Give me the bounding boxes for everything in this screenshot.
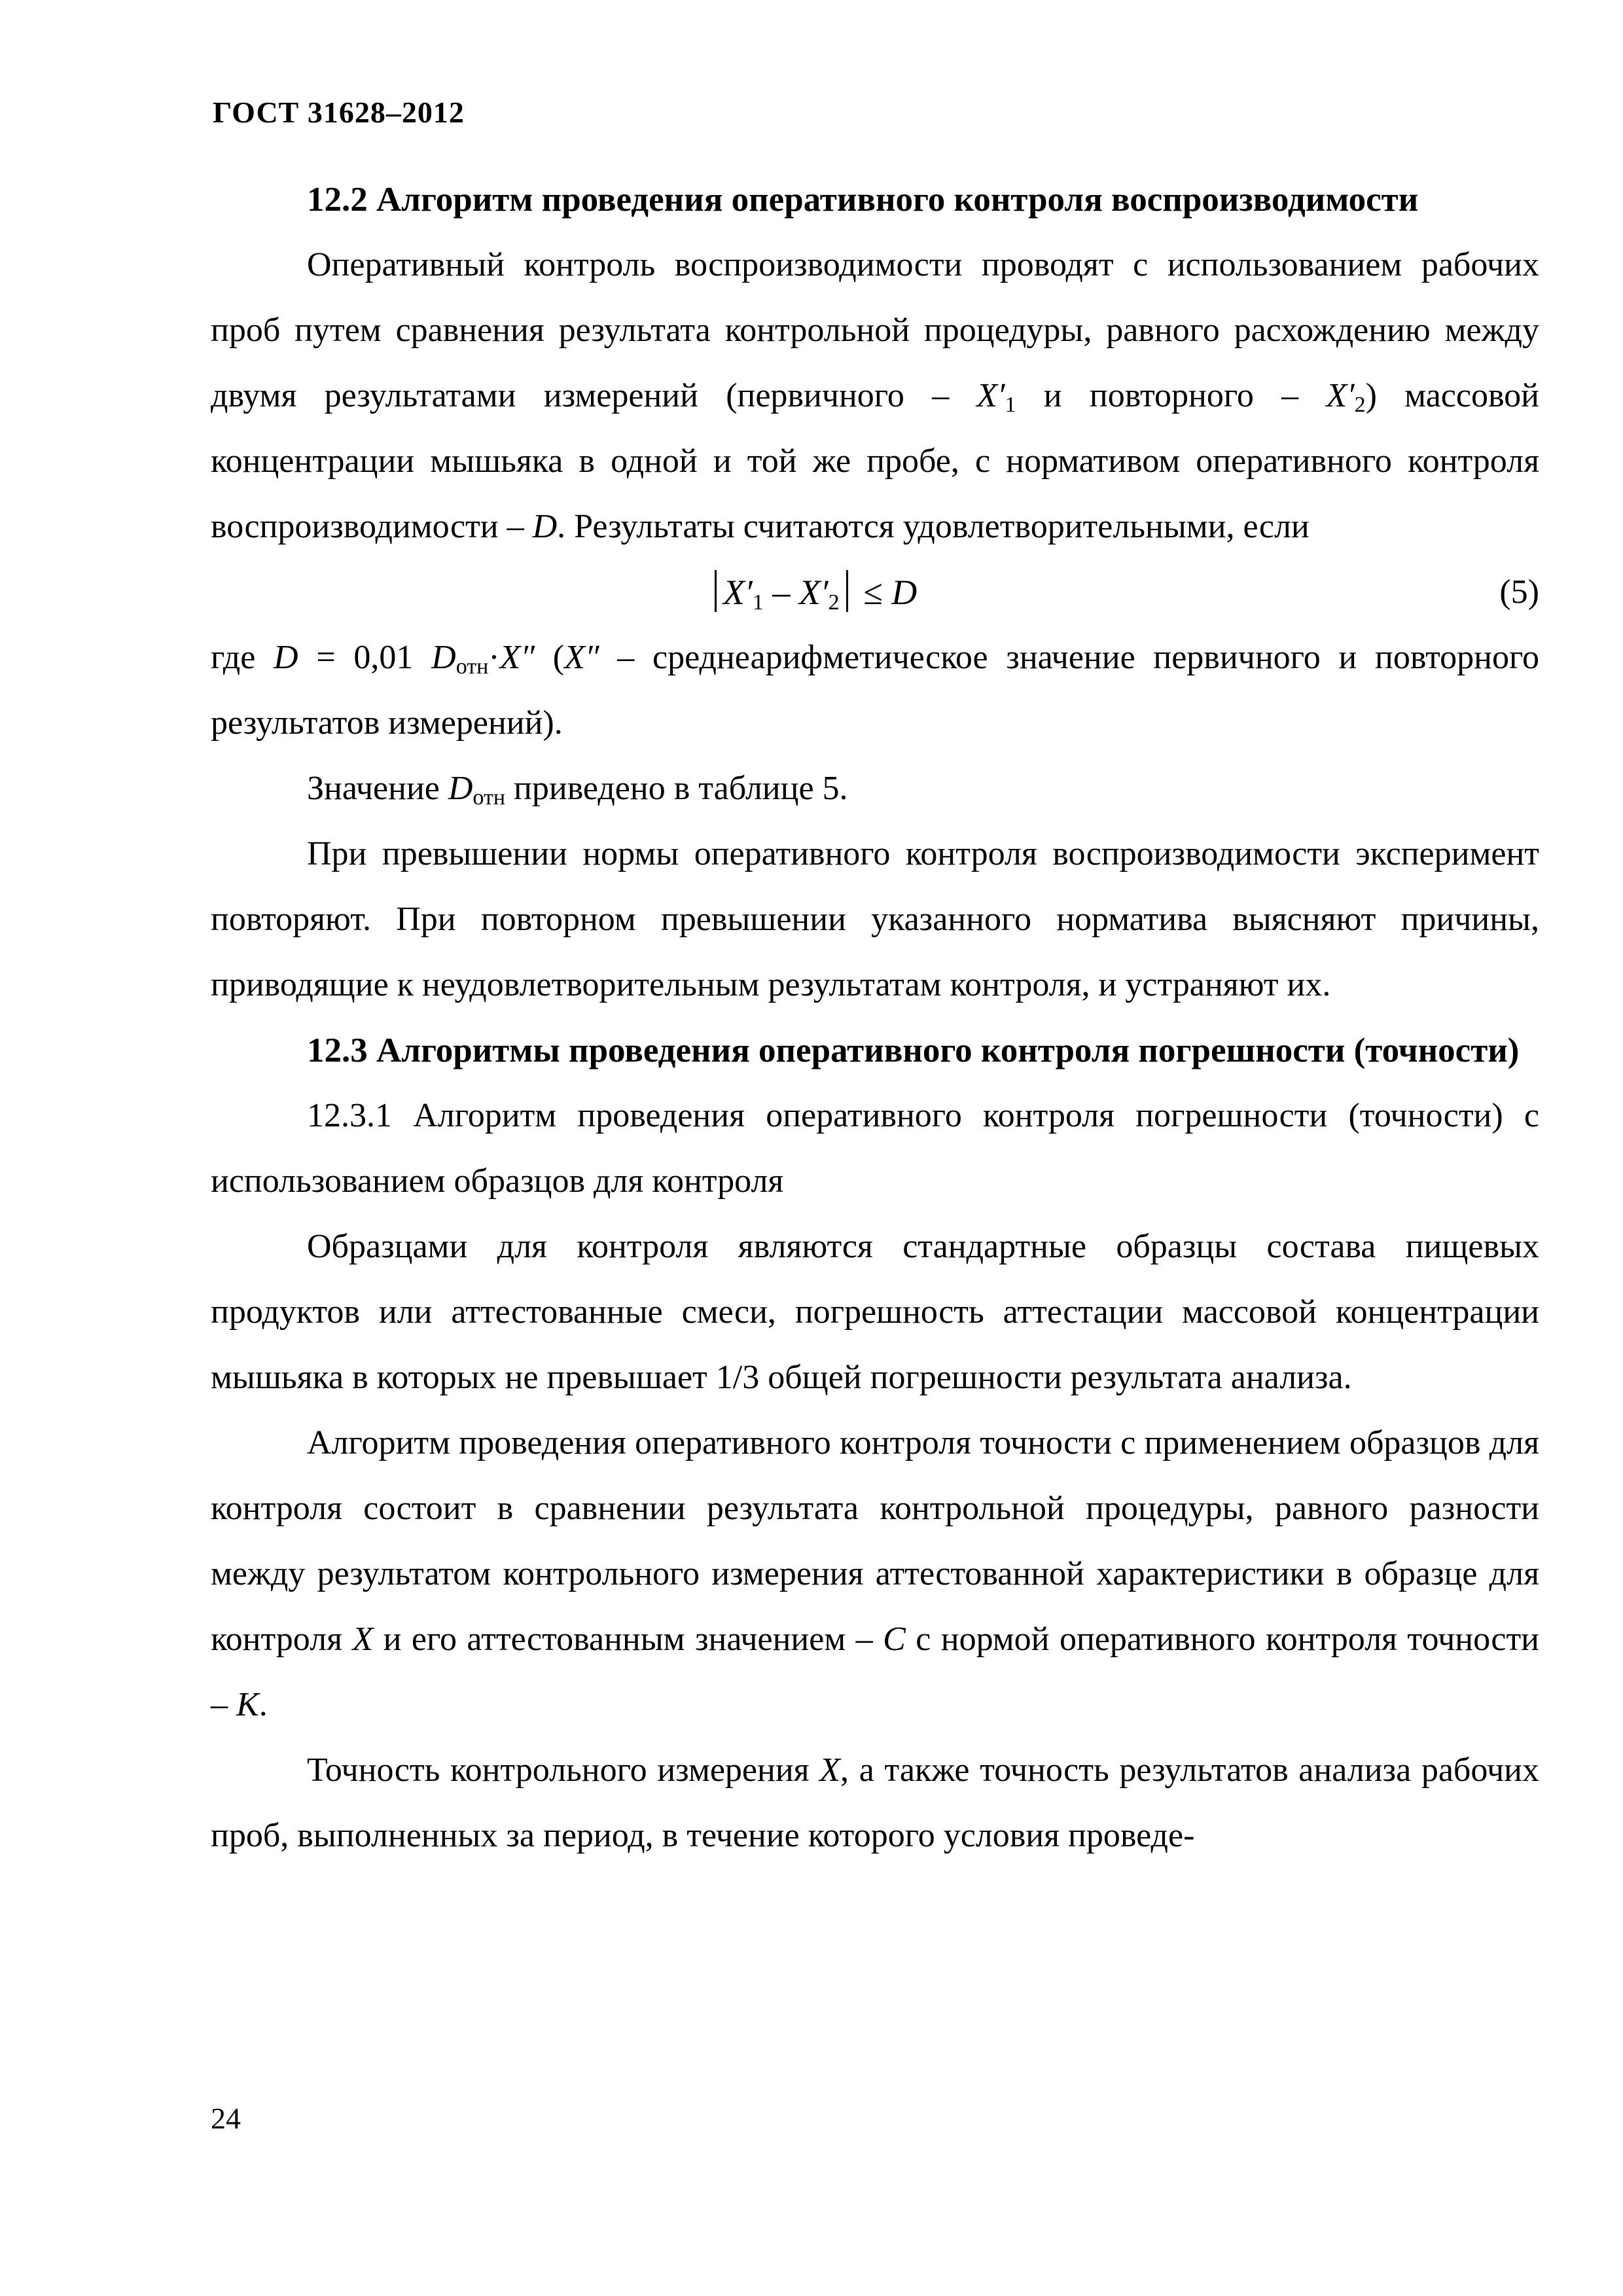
section-12-3-paragraph-2: Алгоритм проведения оперативного контроля точности с применением образцов для контроля состоит в сравнении результата контрольной процедуры, равного разности между результатом контрольного измерения аттестованной характеристики в образце для контроля X и его аттестованным значением – C с нормой оперативного контроля точности – K. <box>211 1424 1540 1723</box>
formula-5 <box>211 560 1539 625</box>
page-body <box>211 167 1539 1869</box>
subsection-12-3-1-title: 12.3.1 Алгоритм проведения оперативного контроля погрешности (точности) с использованием образцов для контроля <box>211 1097 1539 1200</box>
section-12-3-paragraph-1: Образцами для контроля являются стандартные образцы состава пищевых продуктов или аттестованные смеси, погрешность аттестации массовой концентрации мышьяка в которых не превышает 1/3 общей погрешности результата анализа. <box>211 1228 1539 1396</box>
section-12-2-paragraph-3: Значение $D_{отн}$ приведено в таблице 5. <box>307 770 848 810</box>
section-12-2-title: 12.2 Алгоритм проведения оперативного контроля воспроизводимости <box>307 181 1419 219</box>
section-12-3-paragraph-3: Точность контрольного измерения X, а также точность результатов анализа рабочих проб, выполненных за период, в течение которого условия проведе- <box>211 1751 1539 1854</box>
standard-header: ГОСТ 31628–2012 <box>213 96 465 129</box>
section-12-2-paragraph-2: где D = 0,01 $D_{отн}\cdot X''$ (X″ – среднеарифметическое значение первичного и повторного результатов измерений). <box>211 639 1539 742</box>
abs-bar-left <box>715 570 717 612</box>
abs-bar-right <box>846 570 848 612</box>
formula-expression: $X'_1 - X'_2 \le D$ <box>708 560 917 625</box>
section-12-2-paragraph-4: При превышении нормы оперативного контроля воспроизводимости эксперимент повторяют. При повторном превышении указанного норматива выясняют причины, приводящие к неудовлетворительным результатам контроля, и устраняют их. <box>211 835 1539 1003</box>
section-12-3-title: 12.3 Алгоритмы проведения оперативного контроля погрешности (точности) <box>307 1031 1520 1069</box>
formula-number: (5) <box>1499 573 1539 611</box>
section-12-2-paragraph-1: Оперативный контроль воспроизводимости проводят с использованием рабочих проб путем сравнения результата контрольной процедуры, равного расхождению между двумя результатами измерений (первичного – $X'_1$ и повторного – $X'_2$) массовой концентрации мышьяка в одной и той же пробе, с нормативом оперативного контроля воспроизводимости – D. Результаты считаются удовлетворительными, если <box>211 246 1539 545</box>
page-number: 24 <box>211 2102 241 2135</box>
